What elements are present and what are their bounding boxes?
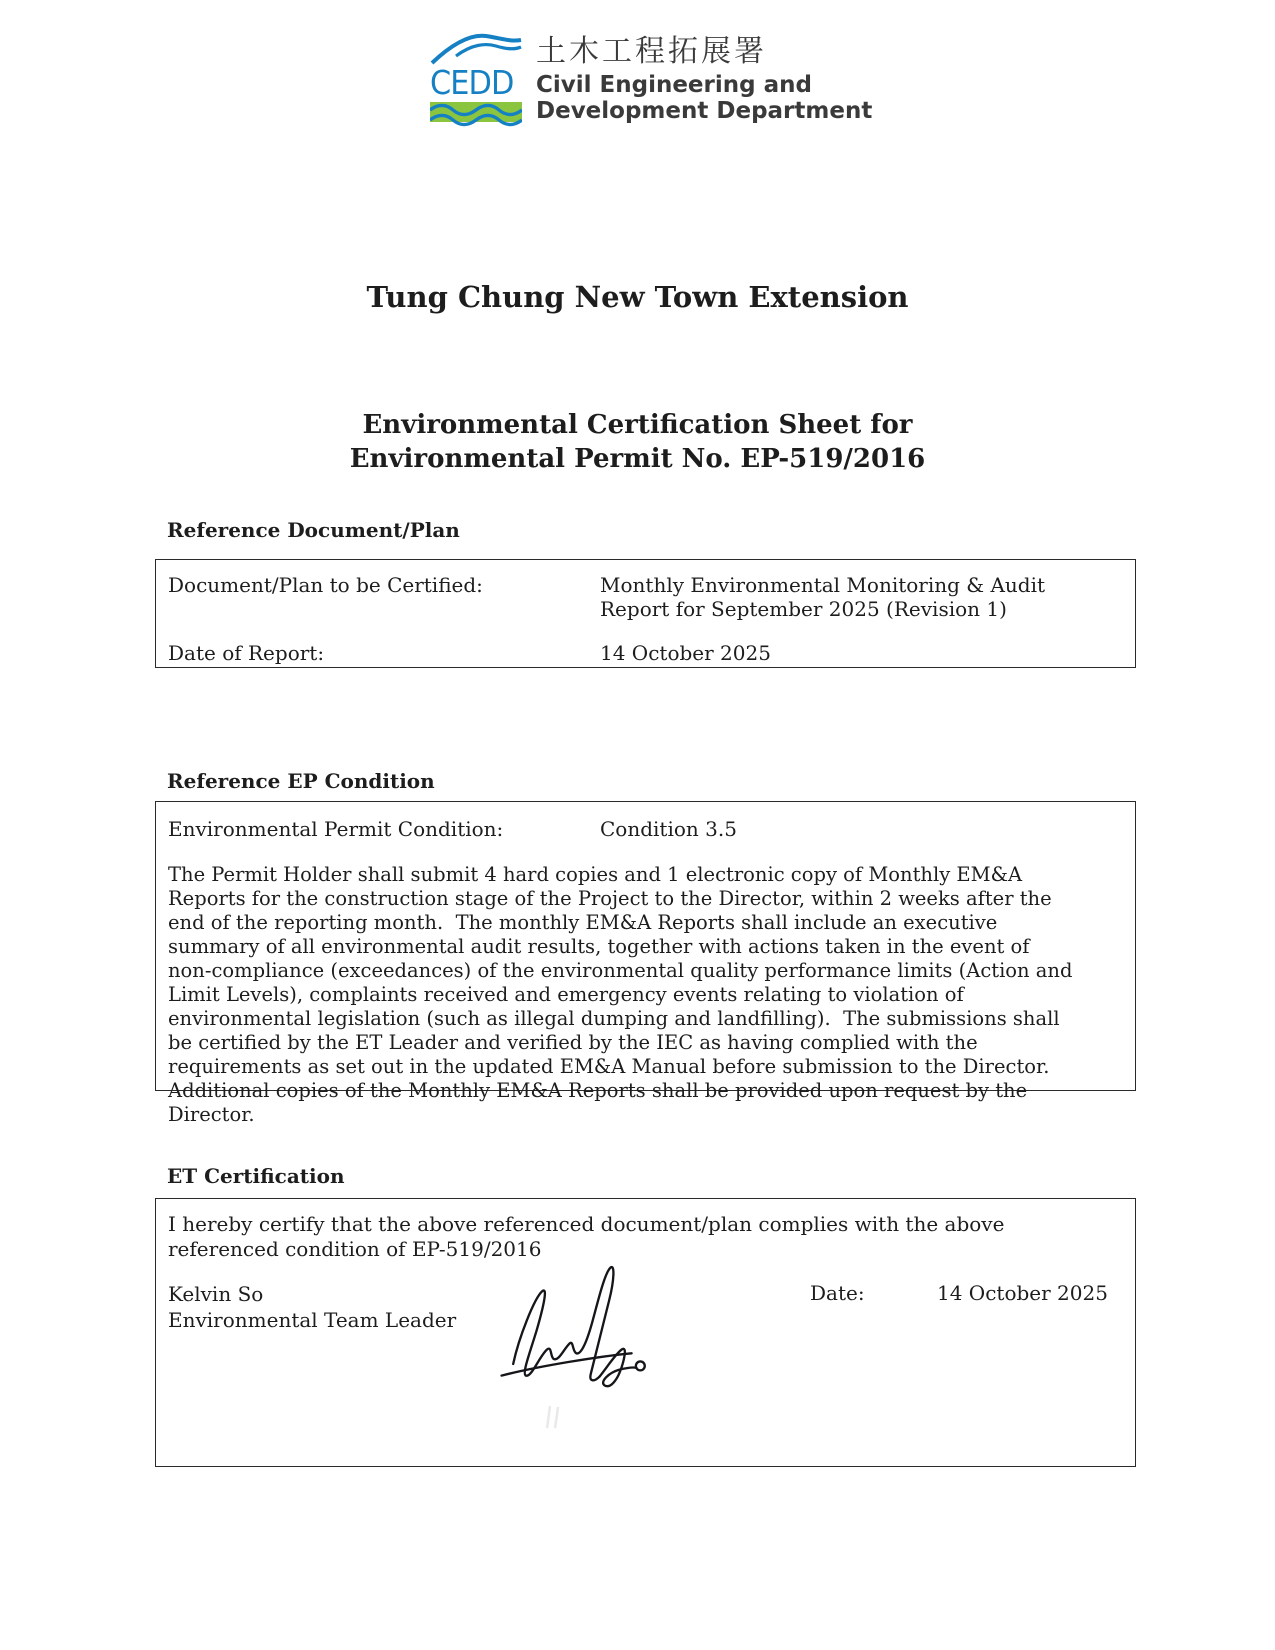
permit-condition-row [168, 817, 1121, 841]
cedd-chinese-name: 土木工程拓展署 [536, 34, 767, 69]
date-of-report-row [168, 641, 1121, 665]
green-waves-icon [430, 100, 522, 130]
reference-document-heading: Reference Document/Plan [167, 518, 460, 542]
date-of-report-value: 14 October 2025 [600, 641, 771, 665]
permit-condition-label: Environmental Permit Condition: [168, 817, 504, 841]
cedd-english-line1: Civil Engineering and [536, 72, 812, 98]
date-label: Date: [810, 1281, 865, 1305]
document-to-be-certified-label: Document/Plan to be Certified: [168, 573, 483, 597]
signatory-name: Kelvin So [168, 1282, 264, 1306]
mountain-waves-icon [430, 32, 522, 66]
signature-image [486, 1257, 651, 1402]
permit-condition-value: Condition 3.5 [600, 817, 737, 841]
certification-sheet-title-line1: Environmental Certification Sheet for [362, 410, 913, 440]
permit-condition-text: The Permit Holder shall submit 4 hard copies and 1 electronic copy of Monthly EM&A Reports for the construction stage of the Project to the Director, within 2 weeks after the end of the reporting month. The monthly EM&A Reports shall include an executive summary of all environmental audit results, together with actions taken in the event of non-compliance (exceedances) of the environmental quality performance limits (Action and Limit Levels), complaints received and emergency events relating to violation of environmental legislation (such as illegal dumping and landfilling). The submissions shall be certified by the ET Leader and verified by the IEC as having complied with the requirements as set out in the updated EM&A Manual before submission to the Director. Additional copies of the Monthly EM&A Reports shall be provided upon request by the Director. [168, 863, 1079, 1126]
reference-ep-condition-heading: Reference EP Condition [167, 769, 435, 793]
date-of-report-label: Date of Report: [168, 641, 325, 665]
document-to-be-certified-value: Monthly Environmental Monitoring & Audit Report for September 2025 (Revision 1) [600, 573, 1046, 621]
certification-sheet-title-line2: Environmental Permit No. EP-519/2016 [349, 444, 926, 474]
et-certification-box [155, 1198, 1136, 1467]
cedd-logo-mark [430, 32, 522, 128]
signatory-title: Environmental Team Leader [168, 1308, 457, 1332]
et-certification-heading: ET Certification [167, 1164, 345, 1188]
cedd-english-line2: Development Department [536, 98, 873, 124]
reference-ep-condition-box [155, 801, 1136, 1126]
signatory-block [168, 1281, 456, 1333]
reference-document-box [155, 559, 1136, 668]
certification-statement: I hereby certify that the above referenced document/plan complies with the above referenced condition of EP-519/2016 [168, 1212, 1005, 1261]
date-value: 14 October 2025 [937, 1281, 1108, 1305]
document-to-be-certified-row [168, 573, 1121, 621]
cedd-logo [430, 32, 872, 128]
certification-sheet-title [0, 408, 1275, 476]
cedd-english-name [536, 72, 872, 124]
cedd-acronym: CEDD [430, 63, 514, 102]
cedd-logo-text [536, 32, 872, 124]
scan-artifact-mark [544, 1404, 570, 1430]
project-title: Tung Chung New Town Extension [366, 280, 909, 314]
